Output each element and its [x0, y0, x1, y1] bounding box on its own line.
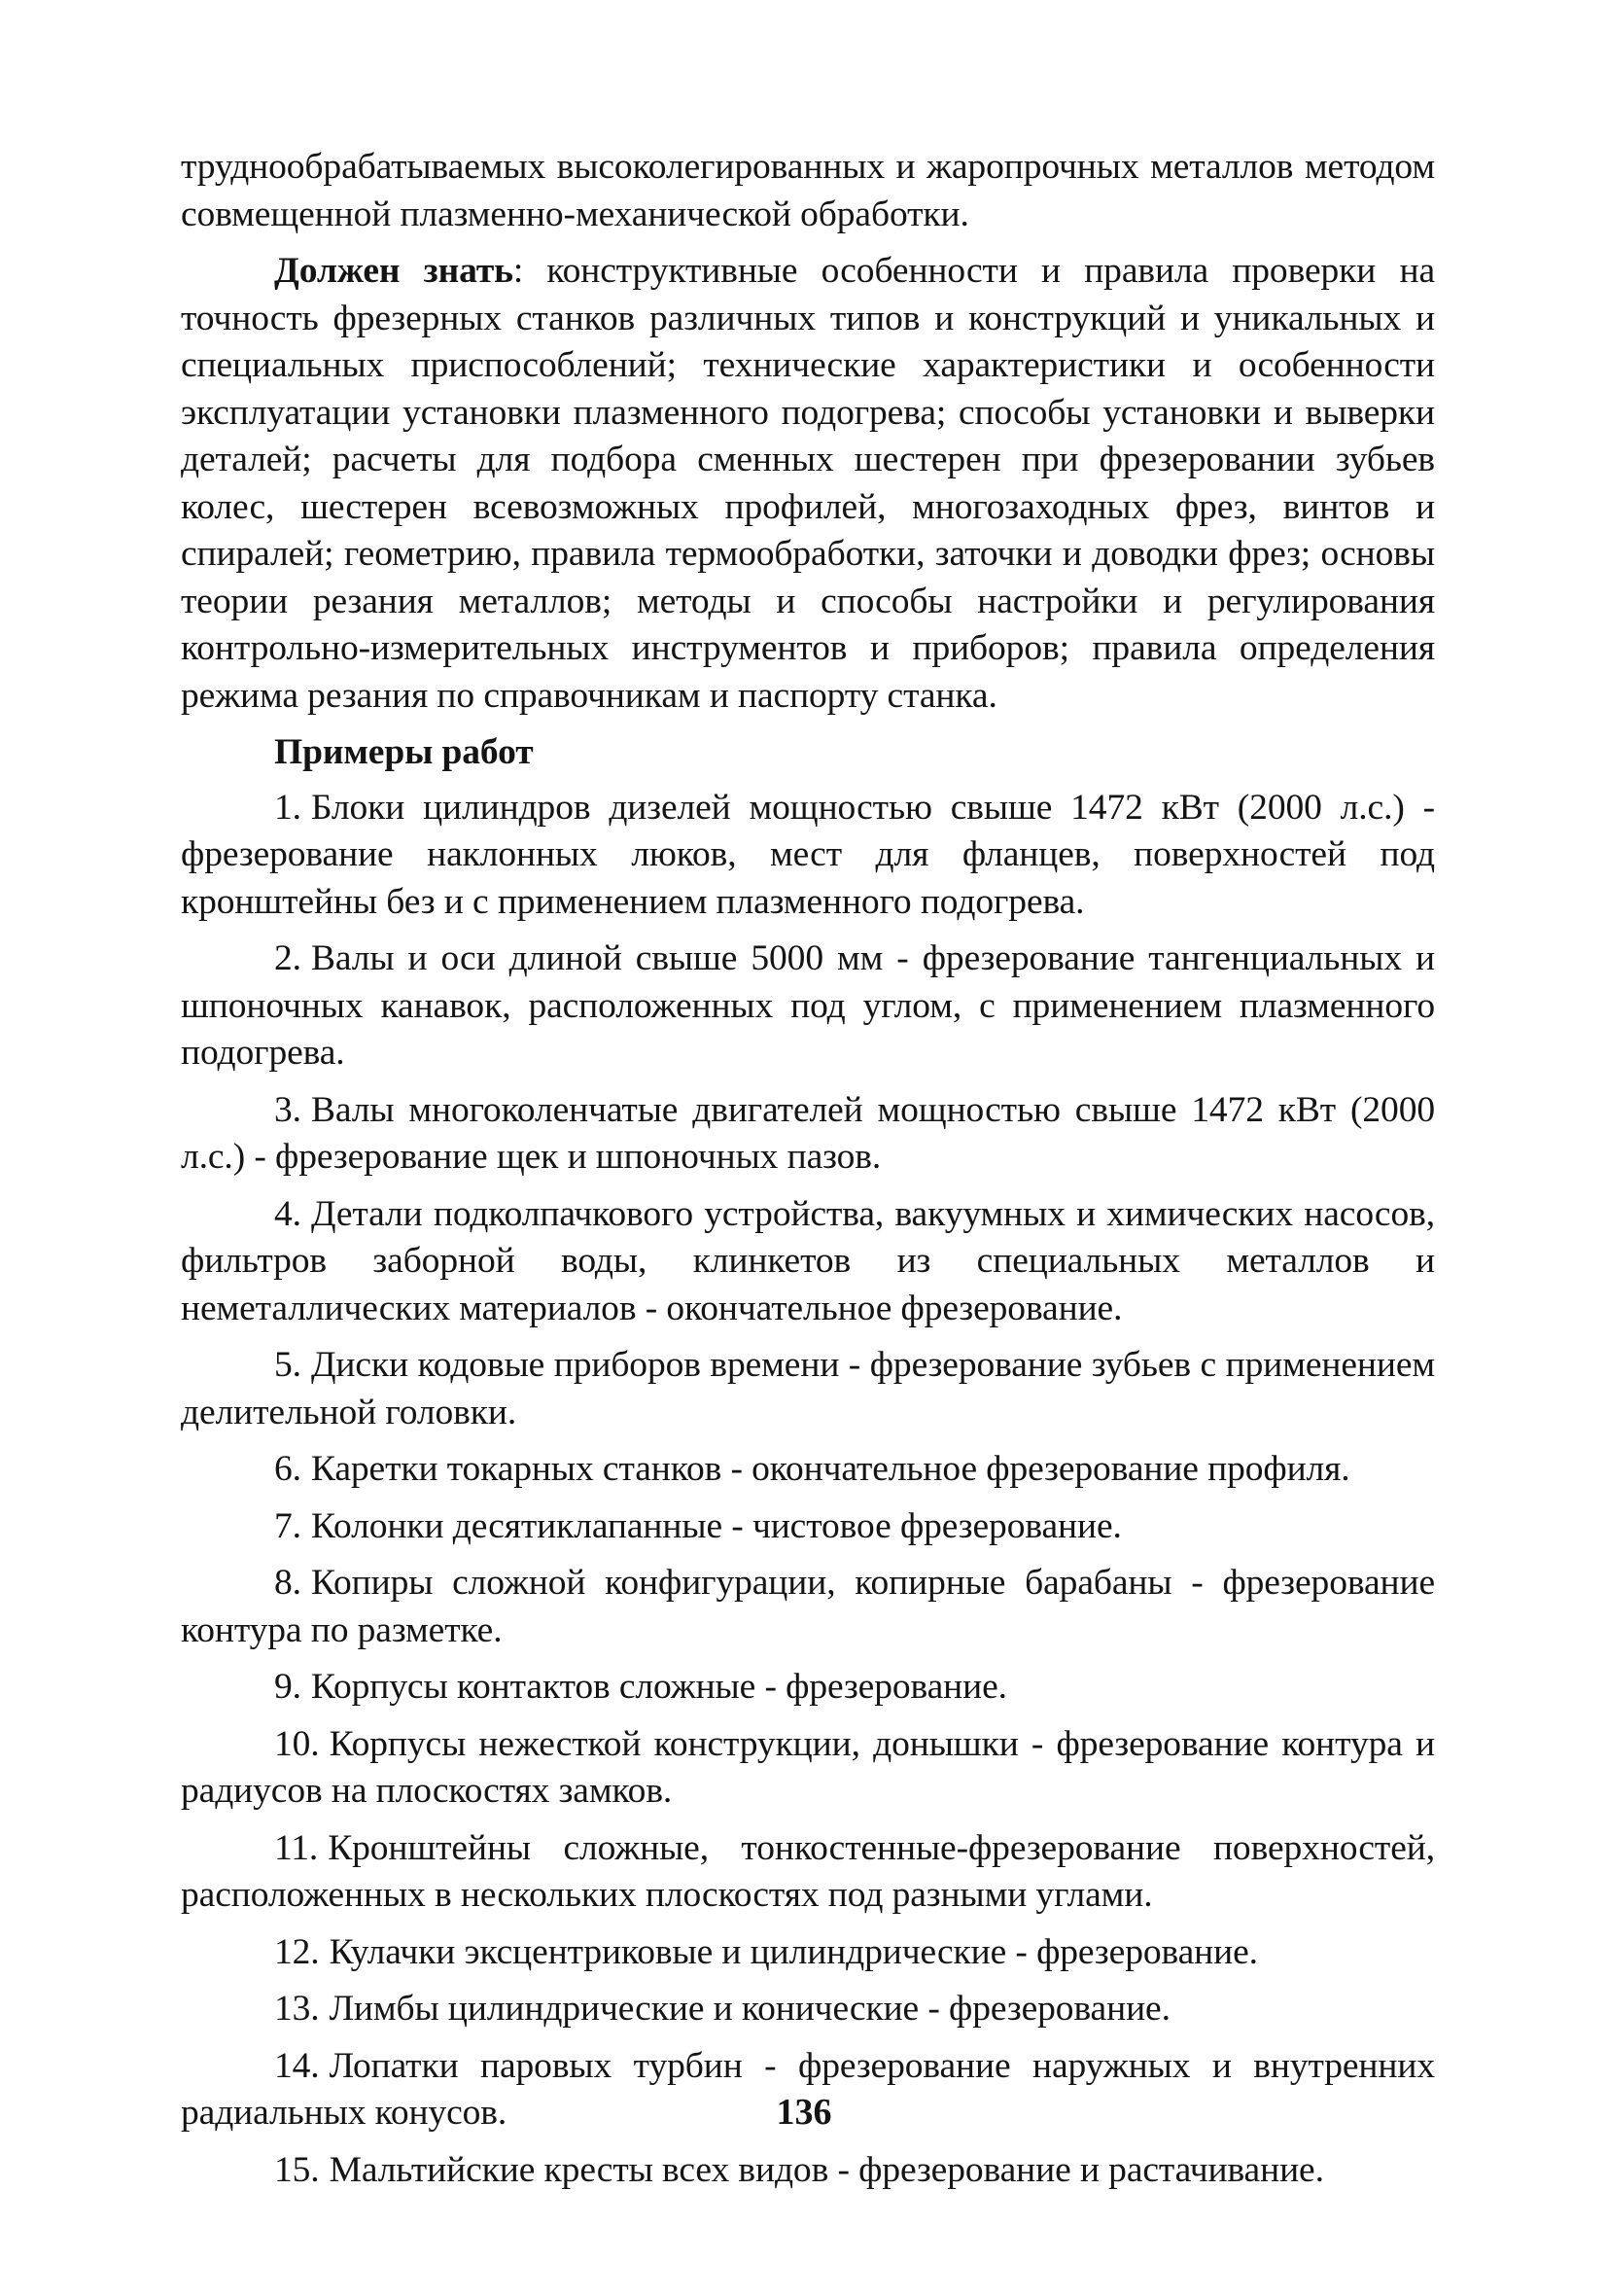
- example-number: 4.: [274, 1193, 301, 1234]
- knowledge-paragraph: [181, 248, 1435, 720]
- example-text: Каретки токарных станков - окончательное фрезерование профиля.: [310, 1449, 1350, 1489]
- knowledge-lead: Должен знать: [274, 251, 513, 291]
- example-item: [181, 1446, 1435, 1494]
- example-text: Корпусы контактов сложные - фрезерование.: [310, 1667, 1007, 1707]
- body-text: [181, 144, 1435, 2204]
- example-number: 13.: [274, 1989, 320, 2029]
- example-item: [181, 936, 1435, 1077]
- example-item: [181, 1929, 1435, 1977]
- example-number: 5.: [274, 1345, 301, 1385]
- example-number: 1.: [274, 787, 301, 828]
- example-number: 7.: [274, 1505, 301, 1546]
- example-text: Колонки десятиклапанные - чистовое фрезерование.: [310, 1505, 1122, 1546]
- example-item: [181, 1087, 1435, 1182]
- example-number: 12.: [274, 1931, 320, 1972]
- example-text: Лопатки паровых турбин - фрезерование наружных и внутренних радиальных конусов.: [181, 2045, 1435, 2133]
- example-number: 8.: [274, 1563, 301, 1603]
- example-number: 9.: [274, 1667, 301, 1707]
- example-number: 2.: [274, 938, 301, 978]
- knowledge-text: : конструктивные особенности и правила проверки на точность фрезерных станков различных типов и конструкций и уникальных и специальных приспособлений; технические характеристики и особенности эксплуатации установки плазменного подогрева; способы установки и выверки деталей; расчеты для подбора сменных шестерен при фрезеровании зубьев колес, шестерен всевозможных профилей, многозаходных фрез, винтов и спиралей; геометрию, правила термообработки, заточки и доводки фрез; основы теории резания металлов; методы и способы настройки и регулирования контрольно-измерительных инструментов и приборов; правила определения режима резания по справочникам и паспорту станка.: [181, 251, 1435, 716]
- example-number: 14.: [274, 2045, 320, 2086]
- example-item: [181, 1560, 1435, 1654]
- examples-title: Примеры работ: [274, 732, 534, 772]
- example-text: Кулачки эксцентриковые и цилиндрические - фрезерование.: [329, 1931, 1258, 1972]
- example-text: Блоки цилиндров дизелей мощностью свыше 1472 кВт (2000 л.с.) - фрезерование наклонных люков, мест для фланцев, поверхностей под кронштейны без и с применением плазменного подогрева.: [181, 787, 1435, 922]
- example-number: 3.: [274, 1089, 301, 1130]
- example-item: [181, 1342, 1435, 1436]
- example-text: Копиры сложной конфигурации, копирные барабаны - фрезерование контура по разметке.: [181, 1563, 1435, 1650]
- example-text: Корпусы нежесткой конструкции, донышки - фрезерование контура и радиусов на плоскостях замков.: [181, 1723, 1435, 1811]
- example-text: Валы многоколенчатые двигателей мощностью свыше 1472 кВт (2000 л.с.) - фрезерование щек и шпоночных пазов.: [181, 1089, 1435, 1177]
- example-item: [181, 1503, 1435, 1551]
- example-item: [181, 1721, 1435, 1816]
- example-text: Лимбы цилиндрические и конические - фрезерование.: [329, 1989, 1171, 2029]
- example-item: [181, 2147, 1435, 2195]
- example-item: [181, 1664, 1435, 1712]
- example-item: [181, 1825, 1435, 1920]
- example-text: Мальтийские кресты всех видов - фрезерование и растачивание.: [329, 2149, 1324, 2190]
- example-number: 6.: [274, 1449, 301, 1489]
- example-item: [181, 785, 1435, 927]
- example-text: Валы и оси длиной свыше 5000 мм - фрезерование тангенциальных и шпоночных канавок, расположенных под углом, с применением плазменного подогрева.: [181, 938, 1435, 1073]
- example-text: Диски кодовые приборов времени - фрезерование зубьев с применением делительной головки.: [181, 1345, 1435, 1432]
- intro-text: труднообрабатываемых высоколегированных и жаропрочных металлов методом совмещенной плазменно-механической обработки.: [181, 147, 1435, 234]
- example-item: [181, 1191, 1435, 1333]
- example-number: 10.: [274, 1723, 320, 1764]
- example-text: Детали подколпачкового устройства, вакуумных и химических насосов, фильтров заборной воды, клинкетов из специальных металлов и неметаллических материалов - окончательное фрезерование.: [181, 1193, 1435, 1328]
- example-number: 15.: [274, 2149, 320, 2190]
- page-number: 136: [776, 2092, 832, 2133]
- example-number: 11.: [274, 1827, 319, 1868]
- example-text: Кронштейны сложные, тонкостенные-фрезерование поверхностей, расположенных в нескольких плоскостях под разными углами.: [181, 1827, 1435, 1915]
- example-item: [181, 1986, 1435, 2033]
- intro-paragraph: [181, 144, 1435, 238]
